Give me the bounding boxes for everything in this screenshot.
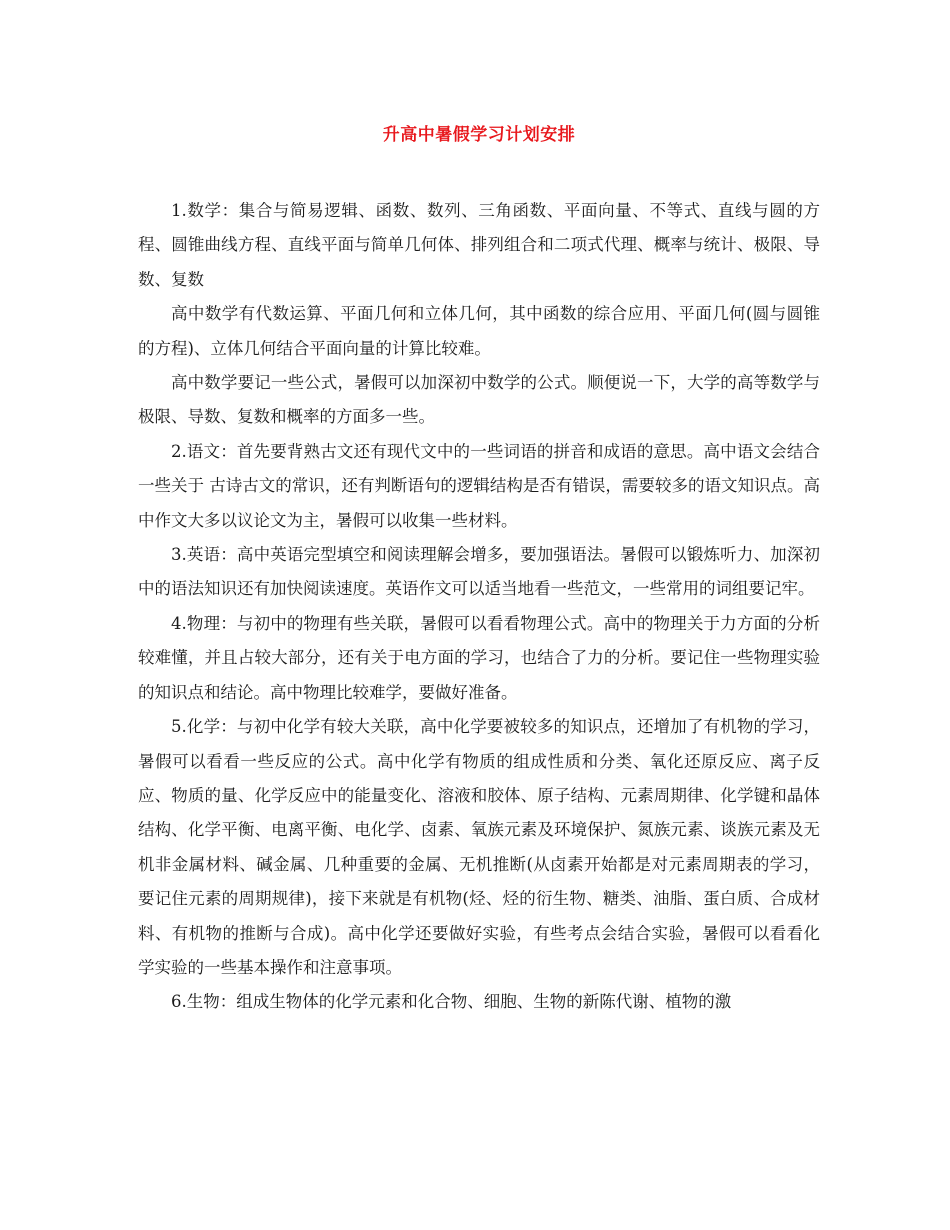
paragraph-biology: 6.生物：组成生物体的化学元素和化合物、细胞、生物的新陈代谢、植物的激: [171, 992, 732, 1012]
document-body: [138, 194, 820, 1020]
paragraph-math-formulas: 高中数学要记一些公式，暑假可以加深初中数学的公式。顺便说一下，大学的高等数学与极限、导数、复数和概率的方面多一些。: [138, 373, 820, 427]
paragraph-chemistry: 5.化学：与初中化学有较大关联，高中化学要被较多的知识点，还增加了有机物的学习，暑假可以看看一些反应的公式。高中化学有物质的组成性质和分类、氧化还原反应、离子反应、物质的量、化学反应中的能量变化、溶液和胶体、原子结构、元素周期律、化学键和晶体结构、化学平衡、电离平衡、电化学、卤素、氧族元素及环境保护、氮族元素、谈族元素及无机非金属材料、碱金属、几种重要的金属、无机推断(从卤素开始都是对元素周期表的学习，要记住元素的周期规律)，接下来就是有机物(烃、烃的衍生物、糖类、油脂、蛋白质、合成材料、有机物的推断与合成)。高中化学还要做好实验，有些考点会结合实验，暑假可以看看化学实验的一些基本操作和注意事项。: [138, 717, 820, 977]
paragraph-chinese: 2.语文：首先要背熟古文还有现代文中的一些词语的拼音和成语的意思。高中语文会结合一些关于 古诗古文的常识，还有判断语句的逻辑结构是否有错误，需要较多的语文知识点。高中作文大多以议论文为主，暑假可以收集一些材料。: [138, 441, 820, 530]
paragraph-math-topics: 1.数学：集合与简易逻辑、函数、数列、三角函数、平面向量、不等式、直线与圆的方程、圆锥曲线方程、直线平面与简单几何体、排列组合和二项式代理、概率与统计、极限、导数、复数: [138, 201, 820, 289]
paragraph-physics: 4.物理：与初中的物理有些关联，暑假可以看看物理公式。高中的物理关于力方面的分析较难懂，并且占较大部分，还有关于电方面的学习，也结合了力的分析。要记住一些物理实验的知识点和结论。高中物理比较难学，要做好准备。: [138, 613, 820, 702]
document-title: 升高中暑假学习计划安排: [382, 125, 576, 145]
paragraph-math-difficulty: 高中数学有代数运算、平面几何和立体几何，其中函数的综合应用、平面几何(圆与圆锥的方程)、立体几何结合平面向量的计算比较难。: [138, 304, 820, 358]
paragraph-english: 3.英语：高中英语完型填空和阅读理解会增多，要加强语法。暑假可以锻炼听力、加深初中的语法知识还有加快阅读速度。英语作文可以适当地看一些范文，一些常用的词组要记牢。: [138, 545, 820, 599]
